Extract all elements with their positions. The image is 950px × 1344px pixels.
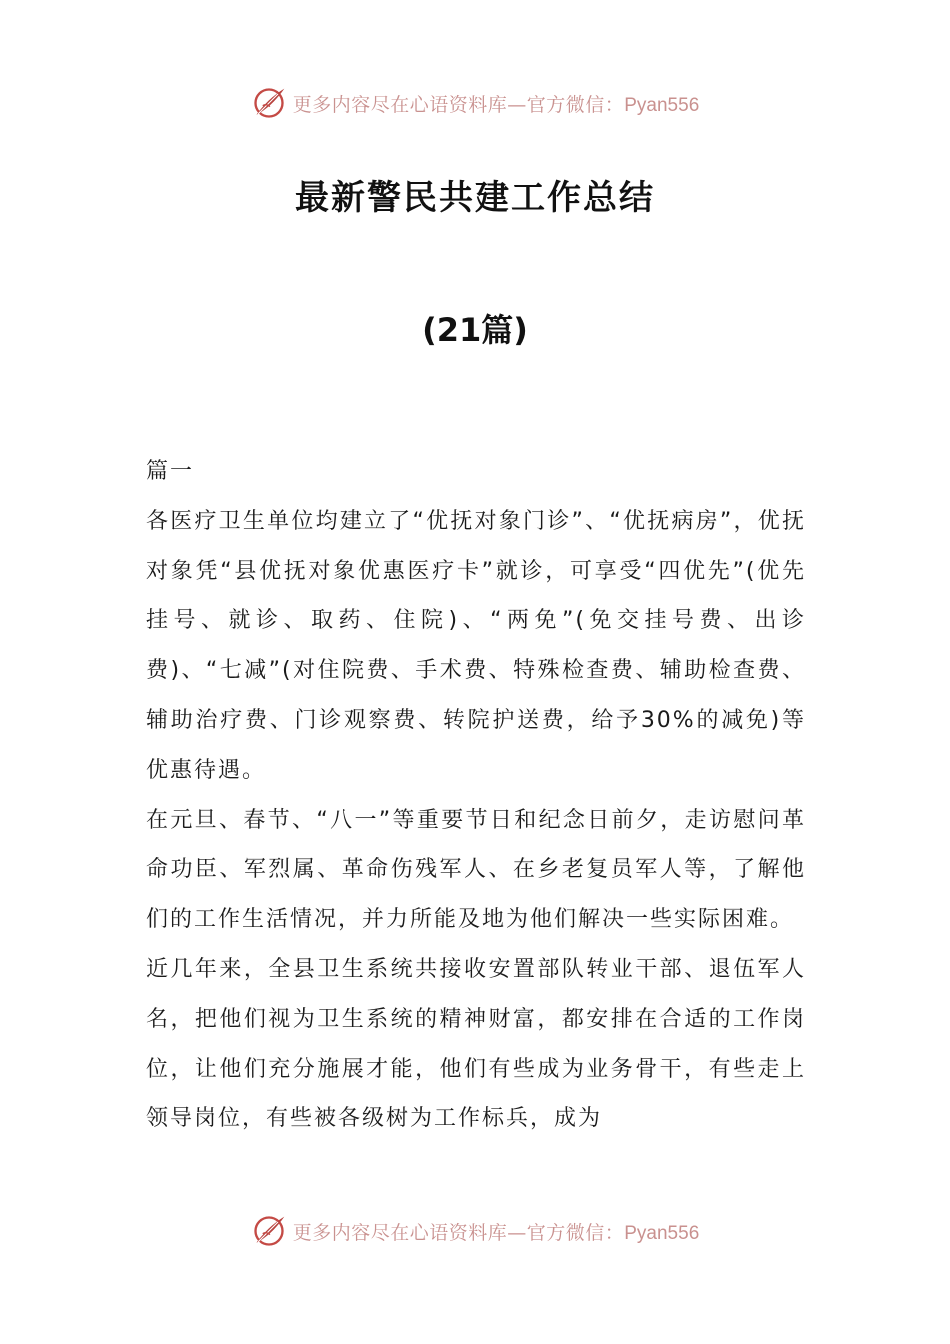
footer-banner: [0, 1211, 950, 1251]
footer-wechat-id: Pyan556: [624, 1222, 700, 1244]
document-subtitle: (21篇): [422, 311, 528, 349]
document-body: [146, 447, 806, 1144]
document-title: 最新警民共建工作总结: [295, 178, 655, 218]
footer-banner-text: 更多内容尽在心语资料库—官方微信：Pyan556: [292, 1221, 700, 1244]
body-paragraph: 在元旦、春节、“八一”等重要节日和纪念日前夕，走访慰问革命功臣、军烈属、革命伤残军人、在乡老复员军人等，了解他们的工作生活情况，并力所能及地为他们解决一些实际困难。: [146, 807, 806, 933]
section-heading: 篇一: [146, 459, 195, 484]
header-wechat-id: Pyan556: [624, 94, 700, 116]
body-paragraph: 各医疗卫生单位均建立了“优抚对象门诊”、“优抚病房”，优抚对象凭“县优抚对象优惠医疗卡”就诊，可享受“四优先”(优先挂号、就诊、取药、住院)、“两免”(免交挂号费、出诊费)、“七减”(对住院费、手术费、特殊检查费、辅助检查费、辅助治疗费、门诊观察费、转院护送费，给予30%的减免)等优惠待遇。: [146, 508, 806, 783]
body-paragraph: 近几年来，全县卫生系统共接收安置部队转业干部、退伍军人名，把他们视为卫生系统的精神财富，都安排在合适的工作岗位，让他们充分施展才能，他们有些成为业务骨干，有些走上领导岗位，有些被各级树为工作标兵，成为: [146, 956, 806, 1132]
header-banner-text: 更多内容尽在心语资料库—官方微信：Pyan556: [292, 93, 700, 116]
header-banner: [0, 83, 950, 123]
quill-logo-icon: [251, 1213, 287, 1249]
quill-logo-icon: [251, 85, 287, 121]
